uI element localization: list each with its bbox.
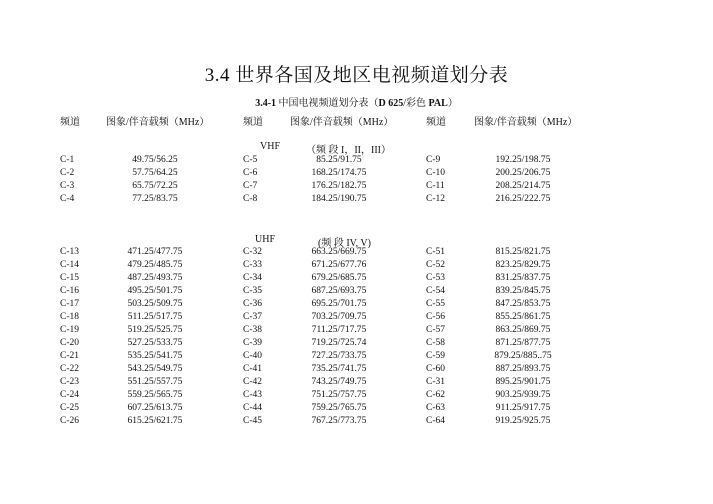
uhf-carrier-frequency: 727.25/733.75 <box>311 351 367 361</box>
uhf-channel-code: C-25 <box>60 403 79 413</box>
vhf-carrier-frequency: 216.25/222.75 <box>495 194 551 204</box>
uhf-carrier-frequency: 487.25/493.75 <box>127 273 183 283</box>
uhf-carrier-frequency: 879.25/885..75 <box>494 351 552 361</box>
uhf-carrier-frequency: 719.25/725.74 <box>311 338 367 348</box>
vhf-channel-code: C-12 <box>426 194 445 204</box>
header-channel-2: 频道 <box>243 117 263 128</box>
table-caption <box>0 94 713 109</box>
uhf-channel-code: C-31 <box>426 377 445 387</box>
uhf-channel-code: C-41 <box>243 364 262 374</box>
vhf-carrier-frequency: 192.25/198.75 <box>495 155 551 165</box>
header-frequency-3: 图象/伴音载频（MHz） <box>474 117 578 128</box>
uhf-channel-code: C-22 <box>60 364 79 374</box>
uhf-carrier-frequency: 479.25/485.75 <box>127 260 183 270</box>
uhf-channel-code: C-53 <box>426 273 445 283</box>
uhf-carrier-frequency: 495.25/501.75 <box>127 286 183 296</box>
vhf-carrier-frequency: 200.25/206.75 <box>495 168 551 178</box>
uhf-carrier-frequency: 687.25/693.75 <box>311 286 367 296</box>
uhf-carrier-frequency: 679.25/685.75 <box>311 273 367 283</box>
uhf-carrier-frequency: 663.25/669.75 <box>311 247 367 257</box>
uhf-carrier-frequency: 527.25/533.75 <box>127 338 183 348</box>
uhf-carrier-frequency: 911.25/917.75 <box>495 403 551 413</box>
uhf-carrier-frequency: 887.25/893.75 <box>495 364 551 374</box>
uhf-channel-code: C-37 <box>243 312 262 322</box>
vhf-channel-code: C-1 <box>60 155 75 165</box>
uhf-channel-code: C-40 <box>243 351 262 361</box>
uhf-channel-code: C-33 <box>243 260 262 270</box>
vhf-carrier-frequency: 65.75/72.25 <box>132 181 178 191</box>
vhf-channel-code: C-11 <box>426 181 445 191</box>
uhf-channel-code: C-19 <box>60 325 79 335</box>
uhf-carrier-frequency: 743.25/749.75 <box>311 377 367 387</box>
vhf-band-note: （频 段 I，II，III） <box>306 145 391 156</box>
uhf-carrier-frequency: 815.25/821.75 <box>495 247 551 257</box>
uhf-channel-code: C-35 <box>243 286 262 296</box>
color-system-label: PAL <box>428 98 448 109</box>
vhf-carrier-frequency: 77.25/83.75 <box>132 194 178 204</box>
header-frequency-1: 图象/伴音载频（MHz） <box>106 117 210 128</box>
header-channel-1: 频道 <box>60 117 80 128</box>
uhf-channel-code: C-26 <box>60 416 79 426</box>
uhf-carrier-frequency: 711.25/717.75 <box>311 325 367 335</box>
uhf-carrier-frequency: 503.25/509.75 <box>127 299 183 309</box>
uhf-channel-code: C-60 <box>426 364 445 374</box>
uhf-channel-code: C-63 <box>426 403 445 413</box>
uhf-carrier-frequency: 471.25/477.75 <box>127 247 183 257</box>
uhf-channel-code: C-21 <box>60 351 79 361</box>
uhf-channel-code: C-55 <box>426 299 445 309</box>
uhf-channel-code: C-32 <box>243 247 262 257</box>
uhf-carrier-frequency: 703.25/709.75 <box>311 312 367 322</box>
vhf-carrier-frequency: 85.25/91.75 <box>316 155 362 165</box>
uhf-channel-code: C-18 <box>60 312 79 322</box>
vhf-channel-code: C-2 <box>60 168 75 178</box>
uhf-channel-code: C-34 <box>243 273 262 283</box>
uhf-carrier-frequency: 671.25/677.76 <box>311 260 367 270</box>
uhf-channel-code: C-24 <box>60 390 79 400</box>
table-number: 3.4-1 <box>255 98 277 109</box>
header-channel-3: 频道 <box>426 117 446 128</box>
vhf-channel-code: C-9 <box>426 155 441 165</box>
uhf-channel-code: C-20 <box>60 338 79 348</box>
vhf-channel-code: C-6 <box>243 168 258 178</box>
uhf-channel-code: C-51 <box>426 247 445 257</box>
uhf-channel-code: C-62 <box>426 390 445 400</box>
vhf-channel-code: C-5 <box>243 155 258 165</box>
vhf-carrier-frequency: 57.75/64.25 <box>132 168 178 178</box>
vhf-carrier-frequency: 168.25/174.75 <box>311 168 367 178</box>
uhf-carrier-frequency: 695.25/701.75 <box>311 299 367 309</box>
uhf-carrier-frequency: 735.25/741.75 <box>311 364 367 374</box>
uhf-carrier-frequency: 559.25/565.75 <box>127 390 183 400</box>
uhf-carrier-frequency: 759.25/765.75 <box>311 403 367 413</box>
uhf-channel-code: C-23 <box>60 377 79 387</box>
caption-suffix: ） <box>447 98 458 109</box>
uhf-channel-code: C-44 <box>243 403 262 413</box>
uhf-carrier-frequency: 607.25/613.75 <box>127 403 183 413</box>
uhf-channel-code: C-57 <box>426 325 445 335</box>
uhf-channel-code: C-45 <box>243 416 262 426</box>
vhf-channel-code: C-10 <box>426 168 445 178</box>
uhf-carrier-frequency: 615.25/621.75 <box>127 416 183 426</box>
uhf-channel-code: C-52 <box>426 260 445 270</box>
uhf-carrier-frequency: 855.25/861.75 <box>495 312 551 322</box>
caption-text: 中国电视频道划分表（ <box>276 98 379 109</box>
uhf-carrier-frequency: 535.25/541.75 <box>127 351 183 361</box>
uhf-carrier-frequency: 903.25/939.75 <box>495 390 551 400</box>
uhf-band-label: UHF <box>255 234 276 245</box>
uhf-carrier-frequency: 847.25/853.75 <box>495 299 551 309</box>
uhf-channel-code: C-43 <box>243 390 262 400</box>
page-title: 3.4 世界各国及地区电视频道划分表 <box>204 65 509 86</box>
uhf-channel-code: C-42 <box>243 377 262 387</box>
standard-label: D 625 <box>378 98 404 109</box>
uhf-channel-code: C-59 <box>426 351 445 361</box>
uhf-carrier-frequency: 543.25/549.75 <box>127 364 183 374</box>
vhf-channel-code: C-4 <box>60 194 75 204</box>
uhf-channel-code: C-56 <box>426 312 445 322</box>
vhf-carrier-frequency: 176.25/182.75 <box>311 181 367 191</box>
uhf-channel-code: C-16 <box>60 286 79 296</box>
uhf-channel-code: C-13 <box>60 247 79 257</box>
vhf-carrier-frequency: 184.25/190.75 <box>311 194 367 204</box>
vhf-channel-code: C-8 <box>243 194 258 204</box>
header-frequency-2: 图象/伴音载频（MHz） <box>290 117 394 128</box>
uhf-carrier-frequency: 551.25/557.75 <box>127 377 183 387</box>
vhf-carrier-frequency: 49.75/56.25 <box>132 155 178 165</box>
uhf-channel-code: C-58 <box>426 338 445 348</box>
vhf-channel-code: C-7 <box>243 181 258 191</box>
vhf-channel-code: C-3 <box>60 181 75 191</box>
uhf-band-note: (频 段 IV, V) <box>318 238 371 249</box>
uhf-channel-code: C-39 <box>243 338 262 348</box>
uhf-channel-code: C-14 <box>60 260 79 270</box>
uhf-carrier-frequency: 823.25/829.75 <box>495 260 551 270</box>
uhf-carrier-frequency: 895.25/901.75 <box>495 377 551 387</box>
uhf-carrier-frequency: 767.25/773.75 <box>311 416 367 426</box>
uhf-channel-code: C-64 <box>426 416 445 426</box>
uhf-channel-code: C-54 <box>426 286 445 296</box>
uhf-channel-code: C-15 <box>60 273 79 283</box>
vhf-band-label: VHF <box>260 141 281 152</box>
uhf-carrier-frequency: 751.25/757.75 <box>311 390 367 400</box>
uhf-channel-code: C-17 <box>60 299 79 309</box>
uhf-carrier-frequency: 511.25/517.75 <box>127 312 183 322</box>
uhf-carrier-frequency: 919.25/925.75 <box>495 416 551 426</box>
uhf-carrier-frequency: 839.25/845.75 <box>495 286 551 296</box>
uhf-channel-code: C-36 <box>243 299 262 309</box>
uhf-carrier-frequency: 871.25/877.75 <box>495 338 551 348</box>
uhf-carrier-frequency: 519.25/525.75 <box>127 325 183 335</box>
uhf-carrier-frequency: 863.25/869.75 <box>495 325 551 335</box>
color-prefix: /彩色 <box>403 98 429 109</box>
uhf-channel-code: C-38 <box>243 325 262 335</box>
vhf-carrier-frequency: 208.25/214.75 <box>495 181 551 191</box>
uhf-carrier-frequency: 831.25/837.75 <box>495 273 551 283</box>
